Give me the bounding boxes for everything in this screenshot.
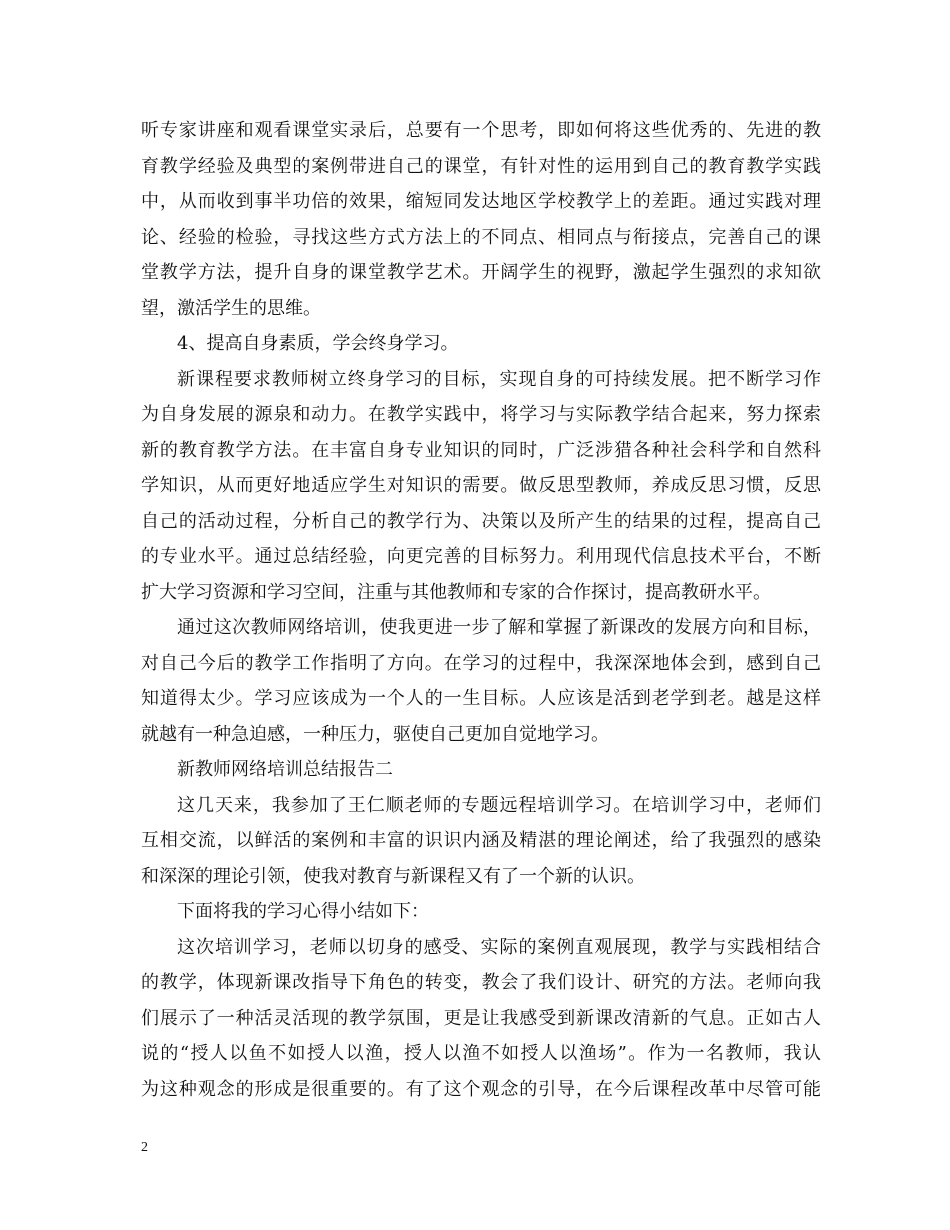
- text-line: 下面将我的学习心得小结如下：: [177, 901, 429, 922]
- text-line: 为自身发展的源泉和动力。在教学实践中，将学习与实际教学结合起来，努力探索: [141, 404, 821, 425]
- text-line: 的教学，体现新课改指导下角色的转变，教会了我们设计、研究的方法。老师向我: [141, 972, 821, 993]
- text-line: 望，激活学生的思维。: [141, 297, 321, 319]
- text-line: 说的“授人以鱼不如授人以渔，授人以渔不如授人以渔场”。作为一名教师，我认: [141, 1043, 821, 1064]
- text-line: 就越有一种急迫感，一种压力，驱使自己更加自觉地学习。: [141, 723, 609, 745]
- text-line: 新的教育教学方法。在丰富自身专业知识的同时，广泛涉猎各种社会科学和自然科: [141, 439, 821, 461]
- text-line: 新课程要求教师树立终身学习的目标，实现自身的可持续发展。把不断学习作: [177, 368, 821, 390]
- text-line: 4、提高自身素质，学会终身学习。: [177, 333, 459, 354]
- text-line: 的专业水平。通过总结经验，向更完善的目标努力。利用现代信息技术平台，不断: [141, 546, 821, 567]
- text-line: 这几天来，我参加了王仁顺老师的专题远程培训学习。在培训学习中，老师们: [177, 794, 821, 816]
- text-line: 扩大学习资源和学习空间，注重与其他教师和专家的合作探讨，提高教研水平。: [141, 581, 771, 603]
- text-line: 中，从而收到事半功倍的效果，缩短同发达地区学校教学上的差距。通过实践对理: [141, 191, 821, 212]
- text-line: 和深深的理论引领，使我对教育与新课程又有了一个新的认识。: [141, 865, 645, 887]
- text-line: 堂教学方法，提升自身的课堂教学艺术。开阔学生的视野，激起学生强烈的求知欲: [141, 262, 821, 283]
- text-line: 育教学经验及典型的案例带进自己的课堂，有针对性的运用到自己的教育教学实践: [141, 155, 821, 177]
- text-line: 为这种观念的形成是很重要的。有了这个观念的引导，在今后课程改革中尽管可能: [141, 1078, 821, 1100]
- text-line: 互相交流，以鲜活的案例和丰富的识识内涵及精湛的理论阐述，给了我强烈的感染: [141, 830, 821, 851]
- text-line: 学知识，从而更好地适应学生对知识的需要。做反思型教师，养成反思习惯，反思: [141, 475, 821, 496]
- text-line: 知道得太少。学习应该成为一个人的一生目标。人应该是活到老学到老。越是这样: [141, 688, 821, 709]
- text-line: 这次培训学习，老师以切身的感受、实际的案例直观展现，教学与实践相结合: [177, 936, 821, 958]
- text-line: 通过这次教师网络培训，使我更进一步了解和掌握了新课改的发展方向和目标，: [177, 617, 821, 638]
- text-line: 对自己今后的教学工作指明了方向。在学习的过程中，我深深地体会到，感到自己: [141, 652, 821, 674]
- text-line: 新教师网络培训总结报告二: [177, 759, 393, 780]
- page-number: 2: [141, 1140, 148, 1155]
- text-line: 自己的活动过程，分析自己的教学行为、决策以及所产生的结果的过程，提高自己: [141, 510, 821, 532]
- text-line: 听专家讲座和观看课堂实录后，总要有一个思考，即如何将这些优秀的、先进的教: [141, 120, 821, 141]
- text-line: 们展示了一种活灵活现的教学氛围，更是让我感受到新课改清新的气息。正如古人: [141, 1007, 821, 1029]
- document-body: [141, 113, 821, 1107]
- text-line: 论、经验的检验，寻找这些方式方法上的不同点、相同点与衔接点，完善自己的课: [141, 226, 821, 248]
